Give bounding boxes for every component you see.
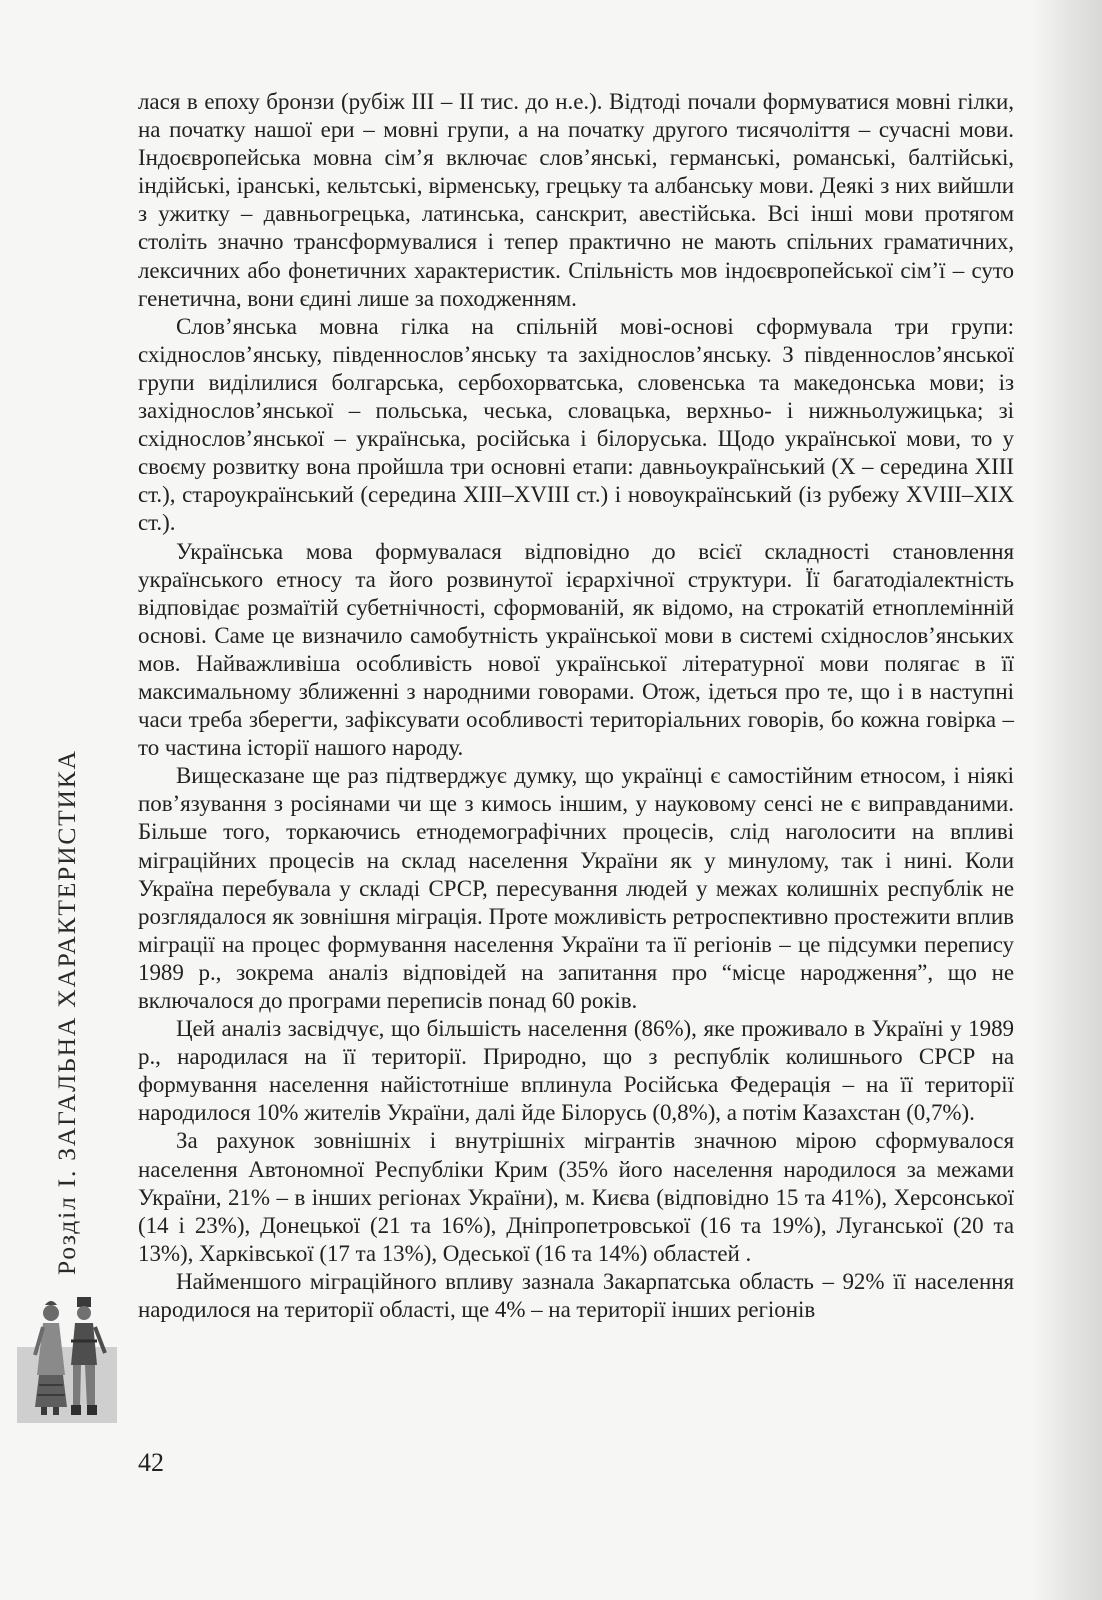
section-heading-vertical: Розділ І. ЗАГАЛЬНА ХАРАКТЕРИСТИКА xyxy=(52,749,81,1275)
paragraph: Слов’янська мовна гілка на спільній мові-основі сформувала три групи: східнослов’янську, південнослов’янську та західнослов’янську. З південнослов’янської групи виділилися болгарська, сербохорватська, словенська та македонська мови; із західнослов’янської – польська, чеська, словацька, верхньо- і нижньолужицька; зі східнослов’янської – українська, російська і білоруська. Щодо української мови, то у своєму розвитку вона пройшла три основні етапи: давньоукраїнський (X – середина XIII ст.), староукраїнський (середина XIII–XVIII ст.) і новоукраїнський (із рубежу XVIII–XIX ст.). xyxy=(138,313,1014,536)
paragraph: Найменшого міграційного впливу зазнала Закарпатська область – 92% її населення народилося на території області, ще 4% – на території інших регіонів xyxy=(138,1268,1014,1323)
paragraph: Українська мова формувалася відповідно до всієї складності становлення українського етносу та його розвинутої ієрархічної структури. Її багатодіалектність відповідає розмаїтій субетнічності, сформованій, як відомо, на строкатій етноплемінній основі. Саме це визначило самобутність української мови в системі східнослов’янських мов. Найважливіша особливість нової української літературної мови полягає в її максимальному зближенні з народними говорами. Отож, ідеться про те, що і в наступні часи треба зберегти, зафіксувати особливості територіальних говорів, бо кожна говірка – то частина історії нашого народу. xyxy=(138,538,1014,761)
page-edge-shadow xyxy=(1032,0,1102,1600)
page-number: 42 xyxy=(138,1448,164,1477)
folk-couple-illustration xyxy=(17,1295,117,1423)
paragraph: За рахунок зовнішніх і внутрішніх мігрантів значною мірою сформувалося населення Автономної Республіки Крим (35% його населення народилося за межами України, 21% – в інших регіонах України), м. Києва (відповідно 15 та 41%), Херсонської (14 і 23%), Донецької (21 та 16%), Дніпропетровської (16 та 19%), Луганської (20 та 13%), Харківської (17 та 13%), Одеської (16 та 14%) областей . xyxy=(138,1128,1014,1266)
body-text xyxy=(138,88,1014,1324)
paragraph: Цей аналіз засвідчує, що більшість населення (86%), яке проживало в Україні у 1989 р., народилася на її території. Природно, що з республік колишнього СРСР на формування населення найістотніше вплинула Російська Федерація – на її території народилося 10% жителів України, далі йде Білорусь (0,8%), а потім Казахстан (0,7%). xyxy=(138,1016,1014,1126)
paragraph: лася в епоху бронзи (рубіж III – II тис. до н.е.). Відтоді почали формуватися мовні гілки, на початку нашої ери – мовні групи, а на початку другого тисячоліття – сучасні мови. Індоєвропейська мовна сім’я включає слов’янські, германські, романські, балтійські, індійські, іранські, кельтські, вірменську, грецьку та албанську мови. Деякі з них вийшли з ужитку – давньогрецька, латинська, санскрит, авестійська. Всі інші мови протягом століть значно трансформувалися і тепер практично не мають спільних граматичних, лексичних або фонетичних характеристик. Спільність мов індоєвропейської сім’ї – суто генетична, вони єдині лише за походженням. xyxy=(138,89,1014,311)
paragraph: Вищесказане ще раз підтверджує думку, що українці є самостійним етносом, і ніякі пов’язування з росіянами чи ще з кимось іншим, у науковому сенсі не є виправданими. Більше того, торкаючись етнодемографічних процесів, слід наголосити на впливі міграційних процесів на склад населення України як у минулому, так і нині. Коли Україна перебувала у складі СРСР, пересування людей у межах колишніх республік не розглядалося як зовнішня міграція. Проте можливість ретроспективно простежити вплив міграції на процес формування населення України та її регіонів – це підсумки перепису 1989 р., зокрема аналіз відповідей на запитання про “місце народження”, що не включалося до програми переписів понад 60 років. xyxy=(138,763,1014,1013)
